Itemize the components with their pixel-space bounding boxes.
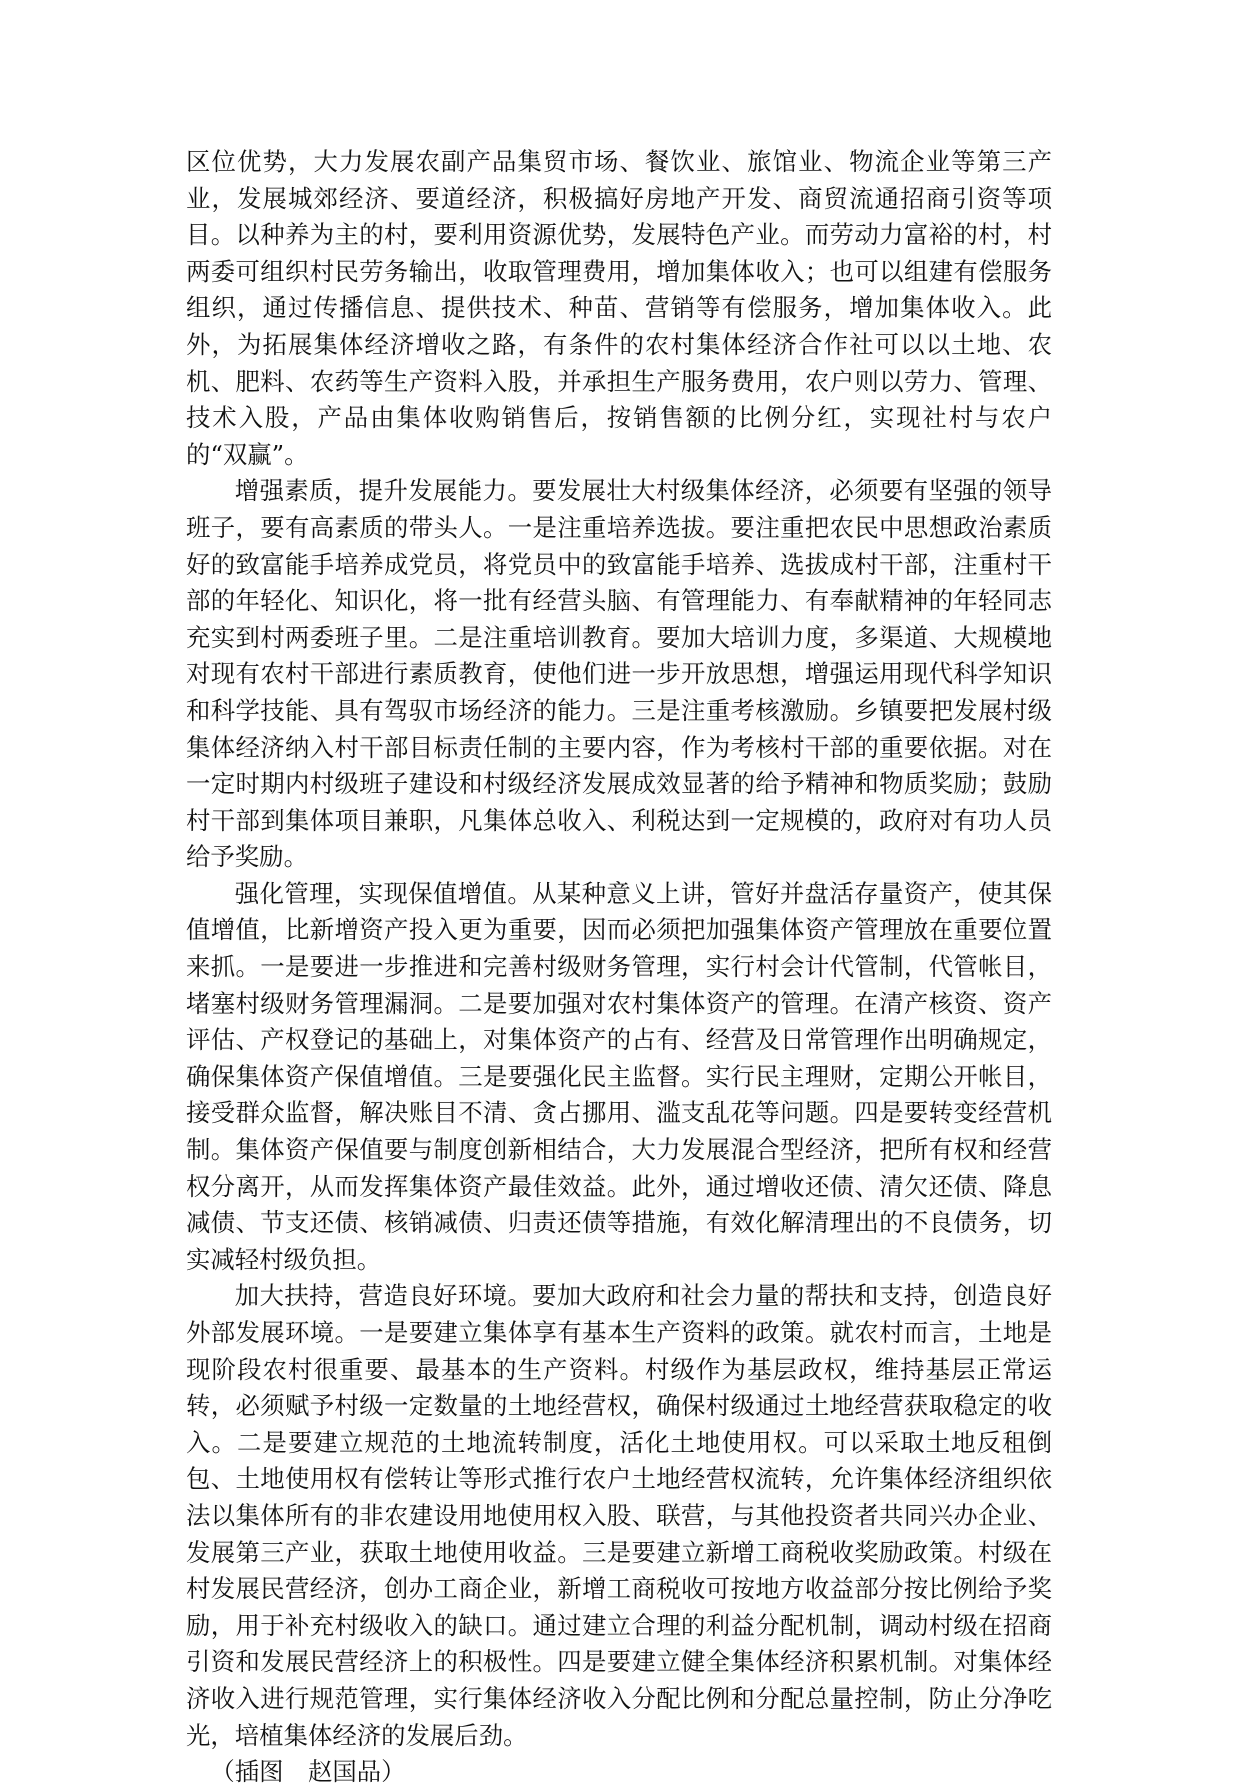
document-body	[186, 144, 1052, 1791]
paragraph-continued: 区位优势，大力发展农副产品集贸市场、餐饮业、旅馆业、物流企业等第三产业，发展城郊经济、要道经济，积极搞好房地产开发、商贸流通招商引资等项目。以种养为主的村，要利用资源优势，发展特色产业。而劳动力富裕的村，村两委可组织村民劳务输出，收取管理费用，增加集体收入；也可以组建有偿服务组织，通过传播信息、提供技术、种苗、营销等有偿服务，增加集体收入。此外，为拓展集体经济增收之路，有条件的农村集体经济合作社可以以土地、农机、肥料、农药等生产资料入股，并承担生产服务费用，农户则以劳力、管理、技术入股，产品由集体收购销售后，按销售额的比例分红，实现社村与农户的“双赢”。	[186, 147, 1052, 469]
paragraph-quality: 增强素质，提升发展能力。要发展壮大村级集体经济，必须要有坚强的领导班子，要有高素质的带头人。一是注重培养选拔。要注重把农民中思想政治素质好的致富能手培养成党员，将党员中的致富能手培养、选拔成村干部，注重村干部的年轻化、知识化，将一批有经营头脑、有管理能力、有奉献精神的年轻同志充实到村两委班子里。二是注重培训教育。要加大培训力度，多渠道、大规模地对现有农村干部进行素质教育，使他们进一步开放思想，增强运用现代科学知识和科学技能、具有驾驭市场经济的能力。三是注重考核激励。乡镇要把发展村级集体经济纳入村干部目标责任制的主要内容，作为考核村干部的重要依据。对在一定时期内村级班子建设和村级经济发展成效显著的给予精神和物质奖励；鼓励村干部到集体项目兼职，凡集体总收入、利税达到一定规模的，政府对有功人员给予奖励。	[186, 476, 1052, 872]
paragraph-management: 强化管理，实现保值增值。从某种意义上讲，管好并盘活存量资产，使其保值增值，比新增资产投入更为重要，因而必须把加强集体资产管理放在重要位置来抓。一是要进一步推进和完善村级财务管理，实行村会计代管制，代管帐目，堵塞村级财务管理漏洞。二是要加强对农村集体资产的管理。在清产核资、资产评估、产权登记的基础上，对集体资产的占有、经营及日常管理作出明确规定，确保集体资产保值增值。三是要强化民主监督。实行民主理财，定期公开帐目，接受群众监督，解决账目不清、贪占挪用、滥支乱花等问题。四是要转变经营机制。集体资产保值要与制度创新相结合，大力发展混合型经济，把所有权和经营权分离开，从而发挥集体资产最佳效益。此外，通过增收还债、清欠还债、降息减债、节支还债、核销减债、归责还债等措施，有效化解清理出的不良债务，切实减轻村级负担。	[186, 878, 1052, 1274]
paragraph-support: 加大扶持，营造良好环境。要加大政府和社会力量的帮扶和支持，创造良好外部发展环境。一是要建立集体享有基本生产资料的政策。就农村而言，土地是现阶段农村很重要、最基本的生产资料。村级作为基层政权，维持基层正常运转，必须赋予村级一定数量的土地经营权，确保村级通过土地经营获取稳定的收入。二是要建立规范的土地流转制度，活化土地使用权。可以采取土地反租倒包、土地使用权有偿转让等形式推行农户土地经营权流转，允许集体经济组织依法以集体所有的非农建设用地使用权入股、联营，与其他投资者共同兴办企业、发展第三产业，获取土地使用收益。三是要建立新增工商税收奖励政策。村级在村发展民营经济，创办工商企业，新增工商税收可按地方收益部分按比例给予奖励，用于补充村级收入的缺口。通过建立合理的利益分配机制，调动村级在招商引资和发展民营经济上的积极性。四是要建立健全集体经济积累机制。对集体经济收入进行规范管理，实行集体经济收入分配比例和分配总量控制，防止分净吃光，培植集体经济的发展后劲。	[186, 1281, 1052, 1750]
illustration-credit: （插图 赵国品）	[210, 1757, 406, 1787]
